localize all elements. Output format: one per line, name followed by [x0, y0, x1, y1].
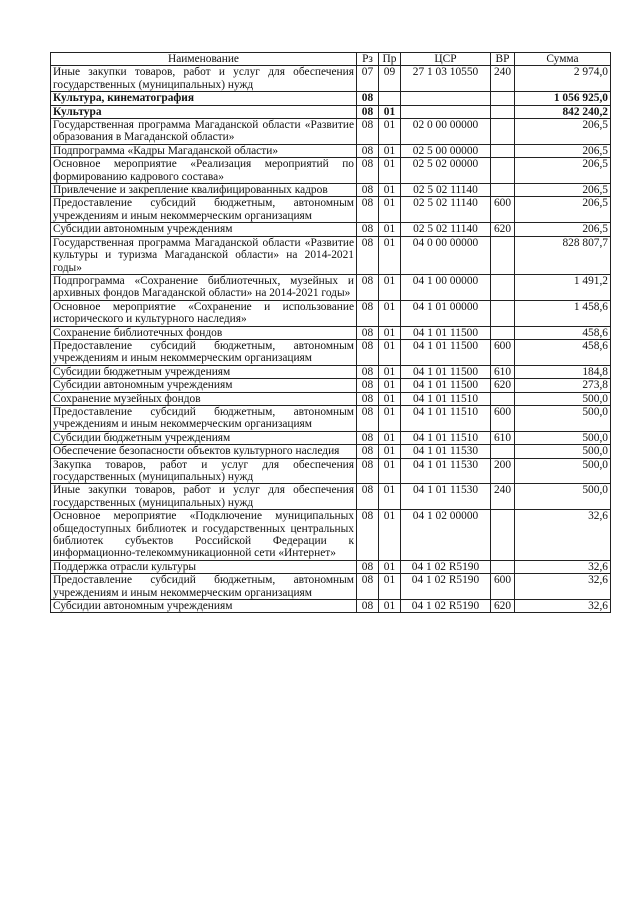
row-rz: 08	[357, 510, 379, 561]
row-vr: 610	[491, 365, 515, 378]
row-sum: 206,5	[515, 184, 611, 197]
row-rz: 08	[357, 484, 379, 510]
row-name: Сохранение музейных фондов	[51, 392, 357, 405]
header-vr: ВР	[491, 53, 515, 66]
row-rz: 08	[357, 379, 379, 392]
row-rz: 08	[357, 339, 379, 365]
row-name: Поддержка отрасли культуры	[51, 560, 357, 573]
row-rz: 08	[357, 574, 379, 600]
row-csr: 04 1 01 00000	[401, 300, 491, 326]
table-body	[51, 66, 611, 613]
row-csr: 02 5 02 11140	[401, 223, 491, 236]
row-rz: 08	[357, 119, 379, 145]
row-name: Культура	[51, 105, 357, 118]
row-rz: 08	[357, 445, 379, 458]
row-vr: 600	[491, 574, 515, 600]
row-name: Субсидии автономным учреждениям	[51, 600, 357, 613]
table-row	[51, 431, 611, 444]
row-vr	[491, 92, 515, 105]
row-sum: 206,5	[515, 197, 611, 223]
table-row	[51, 184, 611, 197]
row-sum: 273,8	[515, 379, 611, 392]
table-row	[51, 274, 611, 300]
row-sum: 458,6	[515, 339, 611, 365]
table-row	[51, 119, 611, 145]
row-csr: 04 1 02 R5190	[401, 560, 491, 573]
row-csr: 27 1 03 10550	[401, 66, 491, 92]
row-rz: 08	[357, 158, 379, 184]
row-vr: 620	[491, 379, 515, 392]
row-name: Субсидии автономным учреждениям	[51, 379, 357, 392]
row-vr: 240	[491, 484, 515, 510]
row-rz: 08	[357, 365, 379, 378]
row-vr	[491, 236, 515, 274]
row-name: Предоставление субсидий бюджетным, автономным учреждениям и иным некоммерческим организациям	[51, 339, 357, 365]
row-rz: 08	[357, 223, 379, 236]
row-csr	[401, 105, 491, 118]
table-row	[51, 560, 611, 573]
row-rz: 08	[357, 458, 379, 484]
row-sum: 184,8	[515, 365, 611, 378]
header-sum: Сумма	[515, 53, 611, 66]
row-sum: 842 240,2	[515, 105, 611, 118]
row-csr: 04 1 02 R5190	[401, 600, 491, 613]
row-vr: 610	[491, 431, 515, 444]
row-csr: 04 1 00 00000	[401, 274, 491, 300]
row-pr: 01	[379, 510, 401, 561]
row-csr: 04 1 01 11510	[401, 405, 491, 431]
row-pr: 01	[379, 119, 401, 145]
row-pr: 01	[379, 184, 401, 197]
row-csr: 04 1 01 11530	[401, 484, 491, 510]
row-rz: 08	[357, 144, 379, 157]
table-row	[51, 458, 611, 484]
row-csr	[401, 92, 491, 105]
row-vr: 620	[491, 223, 515, 236]
row-rz: 08	[357, 326, 379, 339]
row-vr: 600	[491, 405, 515, 431]
row-csr: 04 1 01 11530	[401, 458, 491, 484]
header-pr: Пр	[379, 53, 401, 66]
row-vr	[491, 300, 515, 326]
table-row	[51, 445, 611, 458]
row-pr	[379, 92, 401, 105]
row-name: Закупка товаров, работ и услуг для обеспечения государственных (муниципальных) нужд	[51, 458, 357, 484]
row-pr: 01	[379, 392, 401, 405]
row-rz: 08	[357, 197, 379, 223]
budget-table	[50, 52, 611, 613]
row-sum: 206,5	[515, 158, 611, 184]
row-name: Подпрограмма «Кадры Магаданской области»	[51, 144, 357, 157]
row-pr: 01	[379, 158, 401, 184]
row-vr	[491, 392, 515, 405]
table-row	[51, 92, 611, 105]
row-pr: 01	[379, 458, 401, 484]
row-sum: 32,6	[515, 574, 611, 600]
row-sum: 32,6	[515, 600, 611, 613]
row-csr: 02 5 02 11140	[401, 184, 491, 197]
row-csr: 02 5 02 00000	[401, 158, 491, 184]
row-csr: 04 1 01 11500	[401, 365, 491, 378]
row-name: Подпрограмма «Сохранение библиотечных, музейных и архивных фондов Магаданской области» на 2014-2021 годы»	[51, 274, 357, 300]
row-sum: 500,0	[515, 484, 611, 510]
row-name: Иные закупки товаров, работ и услуг для обеспечения государственных (муниципальных) нужд	[51, 484, 357, 510]
table-row	[51, 105, 611, 118]
row-csr: 04 1 02 00000	[401, 510, 491, 561]
table-row	[51, 300, 611, 326]
table-row	[51, 339, 611, 365]
table-row	[51, 484, 611, 510]
row-name: Субсидии бюджетным учреждениям	[51, 365, 357, 378]
row-pr: 01	[379, 445, 401, 458]
row-name: Государственная программа Магаданской области «Развитие культуры и туризма Магаданской области» на 2014-2021 годы»	[51, 236, 357, 274]
row-sum: 2 974,0	[515, 66, 611, 92]
row-name: Сохранение библиотечных фондов	[51, 326, 357, 339]
row-pr: 01	[379, 300, 401, 326]
row-vr: 240	[491, 66, 515, 92]
row-sum: 500,0	[515, 458, 611, 484]
row-name: Предоставление субсидий бюджетным, автономным учреждениям и иным некоммерческим организациям	[51, 405, 357, 431]
row-vr	[491, 105, 515, 118]
row-rz: 08	[357, 560, 379, 573]
row-rz: 08	[357, 236, 379, 274]
row-vr: 600	[491, 197, 515, 223]
row-csr: 04 1 02 R5190	[401, 574, 491, 600]
row-sum: 206,5	[515, 223, 611, 236]
table-row	[51, 365, 611, 378]
row-sum: 1 491,2	[515, 274, 611, 300]
row-sum: 458,6	[515, 326, 611, 339]
table-row	[51, 392, 611, 405]
row-sum: 1 056 925,0	[515, 92, 611, 105]
row-vr	[491, 144, 515, 157]
row-vr	[491, 158, 515, 184]
table-row	[51, 66, 611, 92]
row-vr	[491, 326, 515, 339]
row-csr: 04 0 00 00000	[401, 236, 491, 274]
row-sum: 828 807,7	[515, 236, 611, 274]
table-header-row	[51, 53, 611, 66]
row-rz: 08	[357, 92, 379, 105]
header-csr: ЦСР	[401, 53, 491, 66]
row-csr: 02 5 02 11140	[401, 197, 491, 223]
row-pr: 01	[379, 197, 401, 223]
row-csr: 04 1 01 11500	[401, 339, 491, 365]
row-rz: 08	[357, 392, 379, 405]
table-row	[51, 379, 611, 392]
row-pr: 01	[379, 236, 401, 274]
row-sum: 500,0	[515, 431, 611, 444]
header-rz: Рз	[357, 53, 379, 66]
row-rz: 08	[357, 300, 379, 326]
row-name: Основное мероприятие «Подключение муниципальных общедоступных библиотек и государственных центральных библиотек субъектов Российской Федерации к информационно-телекоммуникационной сети «Интернет»	[51, 510, 357, 561]
row-csr: 04 1 01 11510	[401, 431, 491, 444]
row-pr: 01	[379, 600, 401, 613]
table-row	[51, 144, 611, 157]
row-name: Привлечение и закрепление квалифицированных кадров	[51, 184, 357, 197]
header-name: Наименование	[51, 53, 357, 66]
row-sum: 1 458,6	[515, 300, 611, 326]
row-name: Государственная программа Магаданской области «Развитие образования в Магаданской области»	[51, 119, 357, 145]
row-rz: 08	[357, 105, 379, 118]
table-row	[51, 405, 611, 431]
row-pr: 01	[379, 560, 401, 573]
row-name: Основное мероприятие «Реализация мероприятий по формированию кадрового состава»	[51, 158, 357, 184]
row-csr: 04 1 01 11500	[401, 326, 491, 339]
table-row	[51, 158, 611, 184]
row-pr: 01	[379, 144, 401, 157]
row-rz: 07	[357, 66, 379, 92]
row-vr	[491, 184, 515, 197]
row-vr	[491, 119, 515, 145]
row-sum: 206,5	[515, 119, 611, 145]
row-pr: 01	[379, 105, 401, 118]
row-sum: 32,6	[515, 560, 611, 573]
row-rz: 08	[357, 184, 379, 197]
row-csr: 02 0 00 00000	[401, 119, 491, 145]
row-name: Культура, кинематография	[51, 92, 357, 105]
row-csr: 04 1 01 11530	[401, 445, 491, 458]
row-vr	[491, 560, 515, 573]
row-name: Предоставление субсидий бюджетным, автономным учреждениям и иным некоммерческим организациям	[51, 197, 357, 223]
table-row	[51, 574, 611, 600]
table-row	[51, 326, 611, 339]
row-vr: 600	[491, 339, 515, 365]
row-rz: 08	[357, 405, 379, 431]
table-row	[51, 223, 611, 236]
table-row	[51, 510, 611, 561]
row-pr: 01	[379, 326, 401, 339]
row-pr: 01	[379, 339, 401, 365]
row-sum: 206,5	[515, 144, 611, 157]
row-sum: 32,6	[515, 510, 611, 561]
row-name: Иные закупки товаров, работ и услуг для обеспечения государственных (муниципальных) нужд	[51, 66, 357, 92]
row-csr: 04 1 01 11500	[401, 379, 491, 392]
row-rz: 08	[357, 600, 379, 613]
row-vr	[491, 510, 515, 561]
row-sum: 500,0	[515, 405, 611, 431]
row-name: Субсидии автономным учреждениям	[51, 223, 357, 236]
row-pr: 01	[379, 574, 401, 600]
row-pr: 01	[379, 405, 401, 431]
row-name: Субсидии бюджетным учреждениям	[51, 431, 357, 444]
row-pr: 01	[379, 431, 401, 444]
row-name: Обеспечение безопасности объектов культурного наследия	[51, 445, 357, 458]
row-csr: 02 5 00 00000	[401, 144, 491, 157]
row-pr: 01	[379, 274, 401, 300]
row-sum: 500,0	[515, 445, 611, 458]
row-pr: 01	[379, 379, 401, 392]
row-pr: 09	[379, 66, 401, 92]
row-sum: 500,0	[515, 392, 611, 405]
row-vr	[491, 445, 515, 458]
row-name: Предоставление субсидий бюджетным, автономным учреждениям и иным некоммерческим организациям	[51, 574, 357, 600]
table-row	[51, 236, 611, 274]
row-rz: 08	[357, 274, 379, 300]
row-vr: 620	[491, 600, 515, 613]
row-vr: 200	[491, 458, 515, 484]
row-name: Основное мероприятие «Сохранение и использование исторического и культурного наследия»	[51, 300, 357, 326]
row-csr: 04 1 01 11510	[401, 392, 491, 405]
row-pr: 01	[379, 365, 401, 378]
row-rz: 08	[357, 431, 379, 444]
row-vr	[491, 274, 515, 300]
table-row	[51, 197, 611, 223]
row-pr: 01	[379, 484, 401, 510]
table-row	[51, 600, 611, 613]
row-pr: 01	[379, 223, 401, 236]
